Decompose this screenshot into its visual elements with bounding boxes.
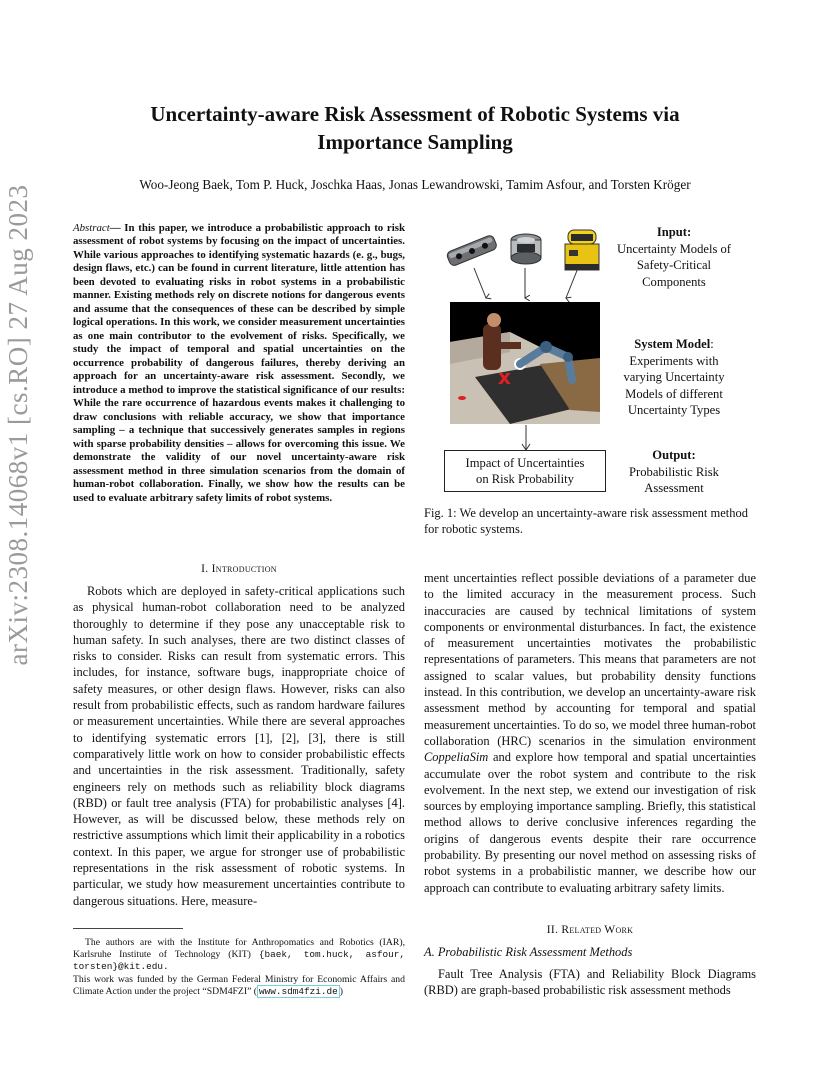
section-heading-related-work <box>424 924 756 936</box>
abstract <box>73 222 405 505</box>
project-link[interactable]: www.sdm4fzi.de <box>259 985 338 997</box>
output-arrow <box>520 425 532 453</box>
footnote-rule <box>73 928 183 929</box>
author-list: Woo-Jeong Baek, Tom P. Huck, Joschka Haas, Jonas Lewandrowski, Tamim Asfour, and Torsten Kröger <box>139 177 691 192</box>
section-number: II. <box>546 924 559 936</box>
system-model-colon: : <box>710 337 714 351</box>
impact-line-2: on Risk Probability <box>476 472 574 487</box>
input-arrows <box>460 266 590 306</box>
funding-note <box>73 974 405 998</box>
figure-caption: Fig. 1: We develop an uncertainty-aware risk assessment method for robotic systems. <box>424 506 749 537</box>
impact-line-1: Impact of Uncertainties <box>465 456 585 470</box>
system-model-description: Experiments with varying Uncertainty Models of different Uncertainty Types <box>623 353 725 417</box>
section-number: I. <box>201 563 209 575</box>
section-heading-introduction <box>73 563 405 575</box>
output-description: Probabilistic Risk Assessment <box>629 464 719 495</box>
affiliation-note <box>73 937 405 974</box>
title-line-1: Uncertainty-aware Risk Assessment of Robotic Systems via <box>150 102 680 126</box>
related-work-paragraph: Fault Tree Analysis (FTA) and Reliability Block Diagrams (RBD) are graph-based probabilistic risk assessment methods <box>424 967 756 998</box>
hrc-scene-illustration <box>450 302 600 424</box>
section-title: Introduction <box>211 563 277 575</box>
title-line-2: Importance Sampling <box>317 130 513 154</box>
system-model-title: System Model <box>634 337 711 351</box>
introduction-paragraph: Robots which are deployed in safety-critical applications such as physical human-robot collaboration need to be analyzed thoroughly to determine if they pose any unacceptable risk to human safety. In such analyses, there are two distinct classes of risks to consider. Risks can result from systematic errors. This includes, for instance, software bugs, inappropriate choice of safety measures, or other design flaws. However, risks can also result from probabilistic effects, such as random hardware failures or measurement uncertainties. While there are several approaches to identifying systematic errors [1], [2], [3], there is still comparatively little work on how to consider probabilistic effects and uncertainties in the risk assessment. Traditionally, safety engineers rely on methods such as reliability block diagrams (RBD) or fault tree analysis (FTA) for probabilistic analyses [4]. However, as will be discussed below, these methods rely on restrictive assumptions which limit their applicability in a robotics context. In this paper, we argue for stronger use of probabilistic representations in the risk assessment of robotic systems. In particular, we study how measurement uncertainties contribute to dangerous situations. Here, measure- <box>73 584 405 908</box>
input-label <box>614 224 734 290</box>
svg-text:x: x <box>498 365 511 389</box>
abstract-label: Abstract <box>73 222 110 234</box>
funding-text: This work was funded by the German Federal Ministry for Economic Affairs and Climate Action under the project “SDM4FZI” ( <box>73 973 405 997</box>
funding-text-end: ) <box>339 985 344 997</box>
impact-box <box>444 450 606 492</box>
subsection-heading: A. Probabilistic Risk Assessment Methods <box>424 945 633 959</box>
right-column-paragraph <box>424 570 756 896</box>
right-text-part1: ment uncertainties reflect possible deviations of a parameter due to the limited accuracy in the measurement process. Such inaccuracies are caused by technical limitations of system components or environmental disturbances. In fact, the existence of measurement uncertainties motivates the probabilistic representations of parameters. This means that parameters are not assigned to scalar values, but probability density functions instead. In this contribution, we develop an uncertainty-aware risk assessment method by accounting for temporal and spatial measurement uncertainties. To do so, we model three human-robot collaboration (HRC) scenarios in the simulation environment <box>424 571 756 748</box>
paper-title <box>95 100 735 156</box>
output-title: Output: <box>652 448 696 462</box>
simulator-name: CoppeliaSim <box>424 750 489 765</box>
arxiv-identifier: arXiv:2308.14068v1 [cs.RO] 27 Aug 2023 <box>3 184 33 666</box>
input-title: Input: <box>656 225 692 239</box>
footnote <box>73 937 405 998</box>
right-text-part2: and explore how temporal and spatial uncertainties accumulate over the robot system and contribute to the risk evolvement. In the next step, we extend our investigation of risk sources by employing importance sampling. Briefly, this statistical method allows to derive conclusive inferences regarding the origins of dangerous events despite their rare occurrence probability. By presenting our novel method on assessing risks of robot systems in a probabilistic manner, we describe how our approach can contribute to evaluating arbitrary safety limits. <box>424 750 757 895</box>
simulation-scene-image <box>450 302 600 424</box>
author-emails: {baek, tom.huck, asfour, torsten}@kit.edu. <box>73 949 405 973</box>
depth-camera-image <box>444 234 500 268</box>
affiliation-text: The authors are with the Institute for Anthropomatics and Robotics (IAR), Karlsruhe Institute of Technology (KIT) <box>73 937 405 961</box>
input-description: Uncertainty Models of Safety-Critical Components <box>616 241 731 289</box>
section-title: Related Work <box>561 924 634 936</box>
output-label <box>614 447 734 497</box>
abstract-text: — In this paper, we introduce a probabilistic approach to risk assessment of robot systems by focusing on the impact of uncertainties. While various approaches to identifying systematic hazards (e. g., bugs, design flaws, etc.) can be found in current literature, little attention has been devoted to evaluating risks in robot systems in a probabilistic manner. Existing methods rely on discrete notions for dangerous events and assume that the consequences of these can be described by simple logical operations. In this work, we consider measurement uncertainties as one main contributor to the evolvement of risks. Specifically, we study the impact of temporal and spatial uncertainties on the occurrence probability of dangerous failures, thereby deriving an approach for an uncertainty-aware risk assessment. Secondly, we introduce a method to improve the statistical significance of our results: While the rare occurrence of hazardous events makes it challenging to draw conclusions with reliable accuracy, we show that importance sampling – a technique that successively generates samples in regions with sparse probability densities – allows for overcoming this issue. We demonstrate the validity of our novel uncertainty-aware risk assessment method in three simulation scenarios from the domain of human-robot collaboration. Finally, we show how the results can be used to evaluate arbitrary safety limits of robot systems. <box>73 222 405 504</box>
system-model-label <box>614 336 734 419</box>
